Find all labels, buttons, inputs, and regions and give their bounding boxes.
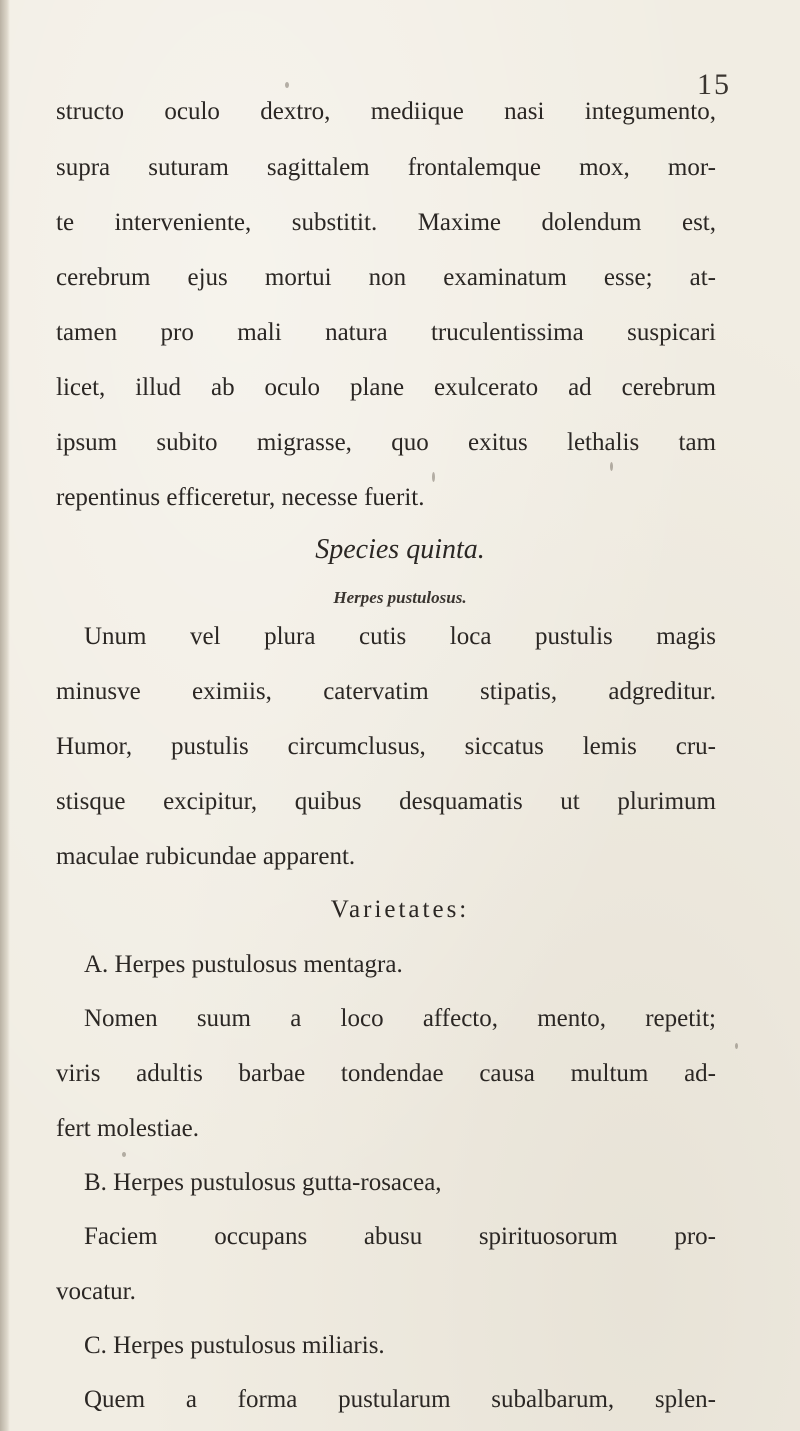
paper-speck: [432, 472, 435, 482]
section-subheading: Herpes pustulosus.: [333, 588, 467, 607]
text-line: Quem a forma pustularum subalbarum, splen-: [84, 1386, 716, 1413]
text-line: te interveniente, substitit. Maxime dolendum est,: [56, 209, 716, 236]
variety-heading: C. Herpes pustulosus miliaris.: [84, 1332, 385, 1359]
text-line: Faciem occupans abusu spirituosorum pro-: [84, 1223, 716, 1250]
text-line: minusve eximiis, catervatim stipatis, adgreditur.: [56, 678, 716, 705]
varietates-label: Varietates:: [330, 896, 470, 923]
text-line: structo oculo dextro, mediique nasi integumento,: [56, 98, 716, 125]
paper-speck: [610, 462, 613, 471]
text-line: fert molestiae.: [56, 1115, 199, 1142]
text-line: stisque excipitur, quibus desquamatis ut plurimum: [56, 788, 716, 815]
text-line: cerebrum ejus mortui non examinatum esse; at-: [56, 264, 716, 291]
text-line: supra suturam sagittalem frontalemque mox, mor-: [56, 154, 716, 181]
text-line: licet, illud ab oculo plane exulcerato ad cerebrum: [56, 374, 716, 401]
text-line: vocatur.: [56, 1278, 136, 1305]
text-line: maculae rubicundae apparent.: [56, 843, 356, 870]
paper-speck: [122, 1152, 126, 1157]
text-line: ipsum subito migrasse, quo exitus lethalis tam: [56, 429, 716, 456]
text-line: tamen pro mali natura truculentissima suspicari: [56, 319, 716, 346]
text-line: Unum vel plura cutis loca pustulis magis: [84, 623, 716, 650]
text-line: repentinus efficeretur, necesse fuerit.: [56, 484, 425, 511]
paper-speck: [735, 1043, 738, 1049]
paper-speck: [285, 82, 289, 88]
variety-heading: B. Herpes pustulosus gutta-rosacea,: [84, 1169, 442, 1196]
text-line: Nomen suum a loco affecto, mento, repetit;: [84, 1005, 716, 1032]
text-line: viris adultis barbae tondendae causa multum ad-: [56, 1060, 716, 1087]
page-binding-edge: [0, 0, 10, 1431]
variety-heading: A. Herpes pustulosus mentagra.: [84, 951, 403, 978]
section-heading: Species quinta.: [315, 534, 485, 565]
page-number: 15: [697, 68, 731, 101]
text-line: Humor, pustulis circumclusus, siccatus lemis cru-: [56, 733, 716, 760]
